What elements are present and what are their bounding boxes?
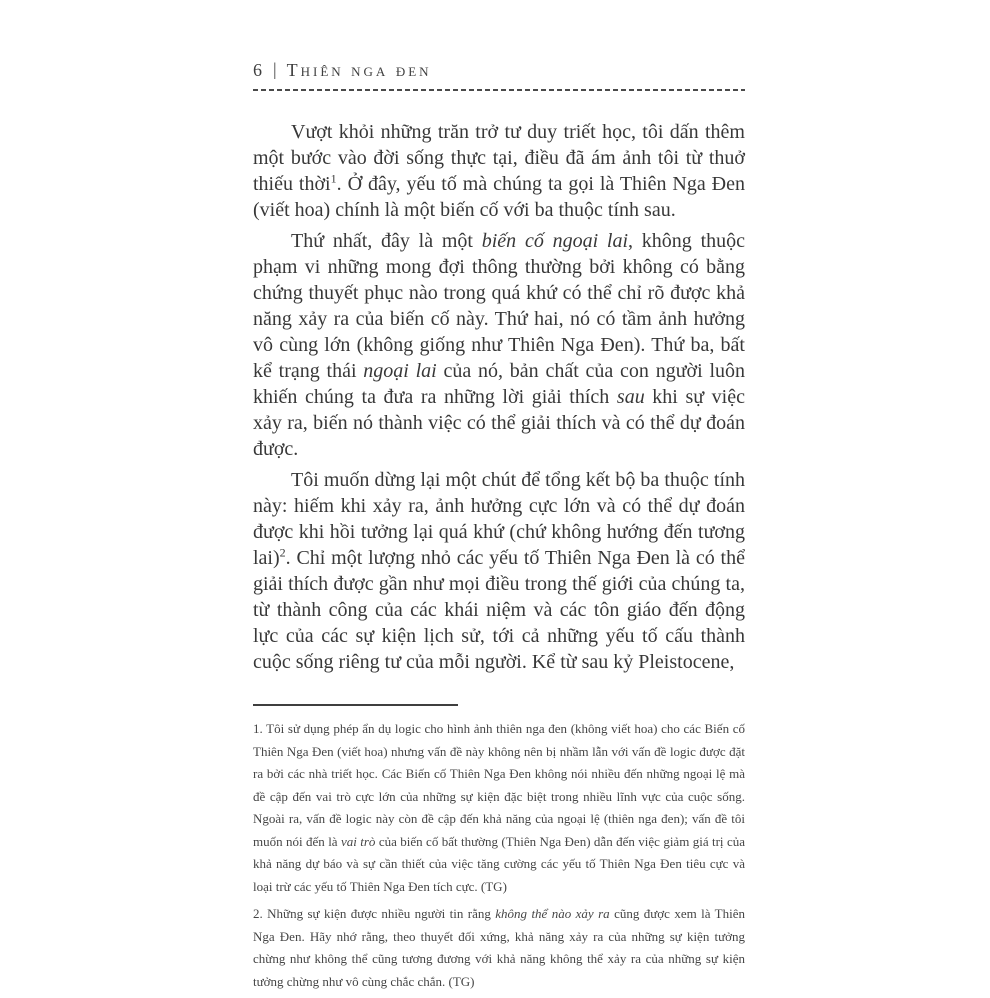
footnotes-block — [253, 718, 745, 993]
page-number: 6 — [253, 60, 263, 80]
body-text-block — [253, 119, 745, 675]
footnote: 1. Tôi sử dụng phép ẩn dụ logic cho hình ảnh thiên nga đen (không viết hoa) cho các Biến cố Thiên Nga Đen (viết hoa) nhưng vấn đề này không nên bị nhầm lẫn với vấn đề logic được đặt ra bởi các nhà triết học. Các Biến cố Thiên Nga Đen không nói nhiều đến những ngoại lệ mà đề cập đến vai trò cực lớn của những sự kiện đặc biệt trong nhiều lĩnh vực của cuộc sống. Ngoài ra, vấn đề logic này còn đề cập đến khả năng của ngoại lệ (thiên nga đen); vấn đề tôi muốn nói đến là vai trò của biến cố bất thường (Thiên Nga Đen) dẫn đến việc giảm giá trị của khả năng dự báo và sự cần thiết của việc tăng cường các yếu tố Thiên Nga Đen tiêu cực và loại trừ các yếu tố Thiên Nga Đen tích cực. (TG) — [253, 721, 745, 894]
book-title: Thiên nga đen — [286, 60, 432, 80]
header-dashed-rule — [253, 89, 745, 91]
body-paragraph: Thứ nhất, đây là một biến cố ngoại lai, không thuộc phạm vi những mong đợi thông thường bởi không có bằng chứng thuyết phục nào trong quá khứ có thể chỉ rõ được khả năng xảy ra của biến cố này. Thứ hai, nó có tầm ảnh hưởng vô cùng lớn (không giống như Thiên Nga Đen). Thứ ba, bất kể trạng thái ngoại lai của nó, bản chất của con người luôn khiến chúng ta đưa ra những lời giải thích sau khi sự việc xảy ra, biến nó thành việc có thể giải thích và có thể dự đoán được. — [253, 230, 746, 460]
running-header — [253, 60, 745, 81]
footnote: 2. Những sự kiện được nhiều người tin rằng không thể nào xảy ra cũng được xem là Thiên Nga Đen. Hãy nhớ rằng, theo thuyết đối xứng, khả năng xảy ra của những sự kiện tưởng chừng như không thể cũng tương đương với khả năng không thể xảy ra của những sự kiện tưởng chừng như vô cùng chắc chắn. (TG) — [253, 906, 745, 989]
book-page — [253, 60, 745, 998]
header-divider: | — [273, 59, 277, 79]
body-paragraph: Vượt khỏi những trăn trở tư duy triết học, tôi dấn thêm một bước vào đời sống thực tại, điều đã ám ảnh tôi từ thuở thiếu thời$^1$. Ở đây, yếu tố mà chúng ta gọi là Thiên Nga Đen (viết hoa) chính là một biến cố với ba thuộc tính sau. — [253, 121, 745, 221]
body-paragraph: Tôi muốn dừng lại một chút để tổng kết bộ ba thuộc tính này: hiếm khi xảy ra, ảnh hưởng cực lớn và có thể dự đoán được khi hồi tưởng lại quá khứ (chứ không hướng đến tương lai)$^2$. Chỉ một lượng nhỏ các yếu tố Thiên Nga Đen là có thể giải thích được gần như mọi điều trong thế giới của chúng ta, từ thành công của các khái niệm và các tôn giáo đến động lực của các sự kiện lịch sử, tới cả những yếu tố cấu thành cuộc sống riêng tư của mỗi người. Kể từ sau kỷ Pleistocene, — [253, 469, 745, 673]
footnote-separator-rule — [253, 704, 458, 706]
